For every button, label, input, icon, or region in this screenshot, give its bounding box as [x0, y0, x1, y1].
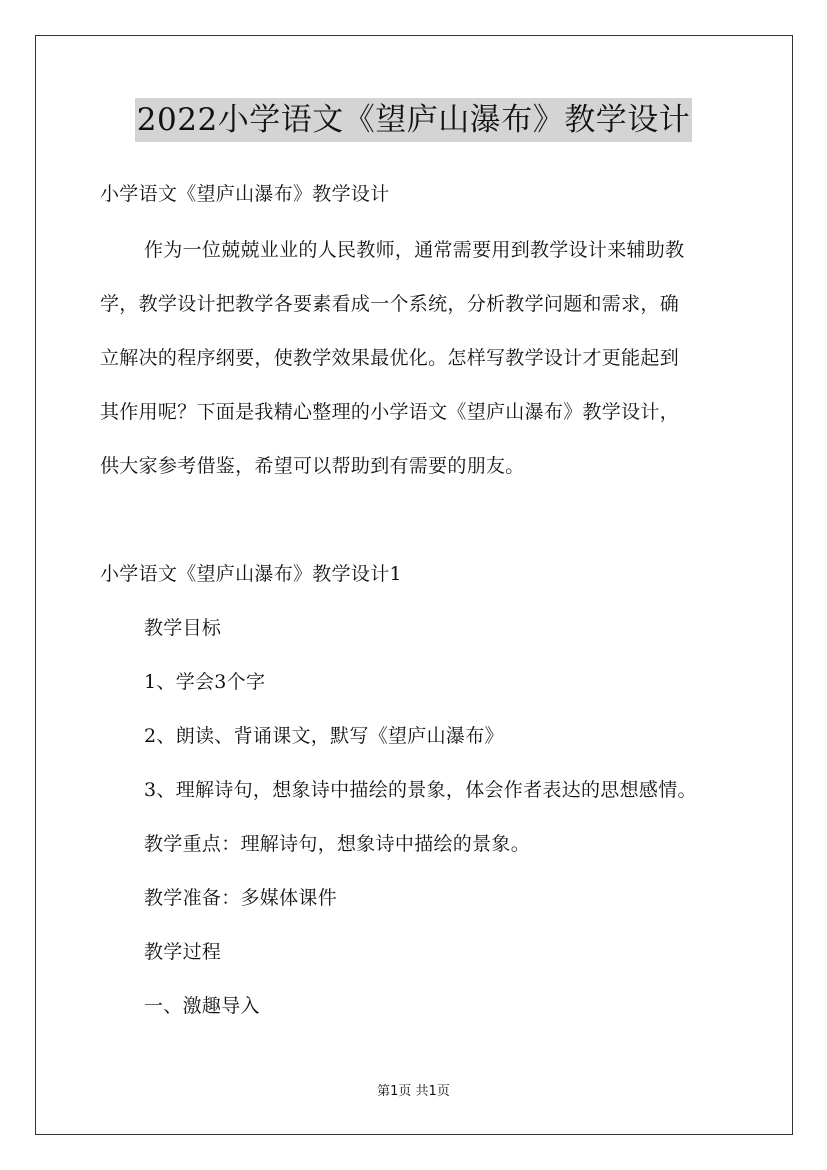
intro-paragraph-line-3: 立解决的程序纲要，使教学效果最优化。怎样写教学设计才更能起到	[100, 347, 680, 369]
document-title-text: 2022小学语文《望庐山瀑布》教学设计	[135, 98, 692, 142]
intro-paragraph-line-1: 作为一位兢兢业业的人民教师，通常需要用到教学设计来辅助教	[144, 239, 685, 261]
objective-item-3: 3、理解诗句，想象诗中描绘的景象，体会作者表达的思想感情。	[144, 779, 697, 801]
process-heading: 教学过程	[144, 941, 222, 963]
preparation-line: 教学准备：多媒体课件	[144, 887, 338, 909]
page-number-label: 第1页 共1页	[377, 1084, 450, 1099]
key-points-line: 教学重点：理解诗句，想象诗中描绘的景象。	[144, 833, 531, 855]
page-footer	[0, 1083, 827, 1101]
intro-paragraph-line-5: 供大家参考借鉴，希望可以帮助到有需要的朋友。	[100, 455, 525, 477]
objective-item-1: 1、学会3个字	[144, 671, 266, 693]
process-step-1: 一、激趣导入	[144, 995, 260, 1017]
intro-paragraph-line-4: 其作用呢？下面是我精心整理的小学语文《望庐山瀑布》教学设计，	[100, 401, 680, 423]
subtitle-line: 小学语文《望庐山瀑布》教学设计	[100, 183, 390, 205]
document-title	[0, 98, 827, 142]
intro-paragraph-line-2: 学，教学设计把教学各要素看成一个系统，分析教学问题和需求，确	[100, 293, 680, 315]
objective-item-2: 2、朗读、背诵课文，默写《望庐山瀑布》	[144, 725, 504, 747]
section-heading: 小学语文《望庐山瀑布》教学设计1	[100, 563, 402, 585]
objectives-heading: 教学目标	[144, 617, 222, 639]
